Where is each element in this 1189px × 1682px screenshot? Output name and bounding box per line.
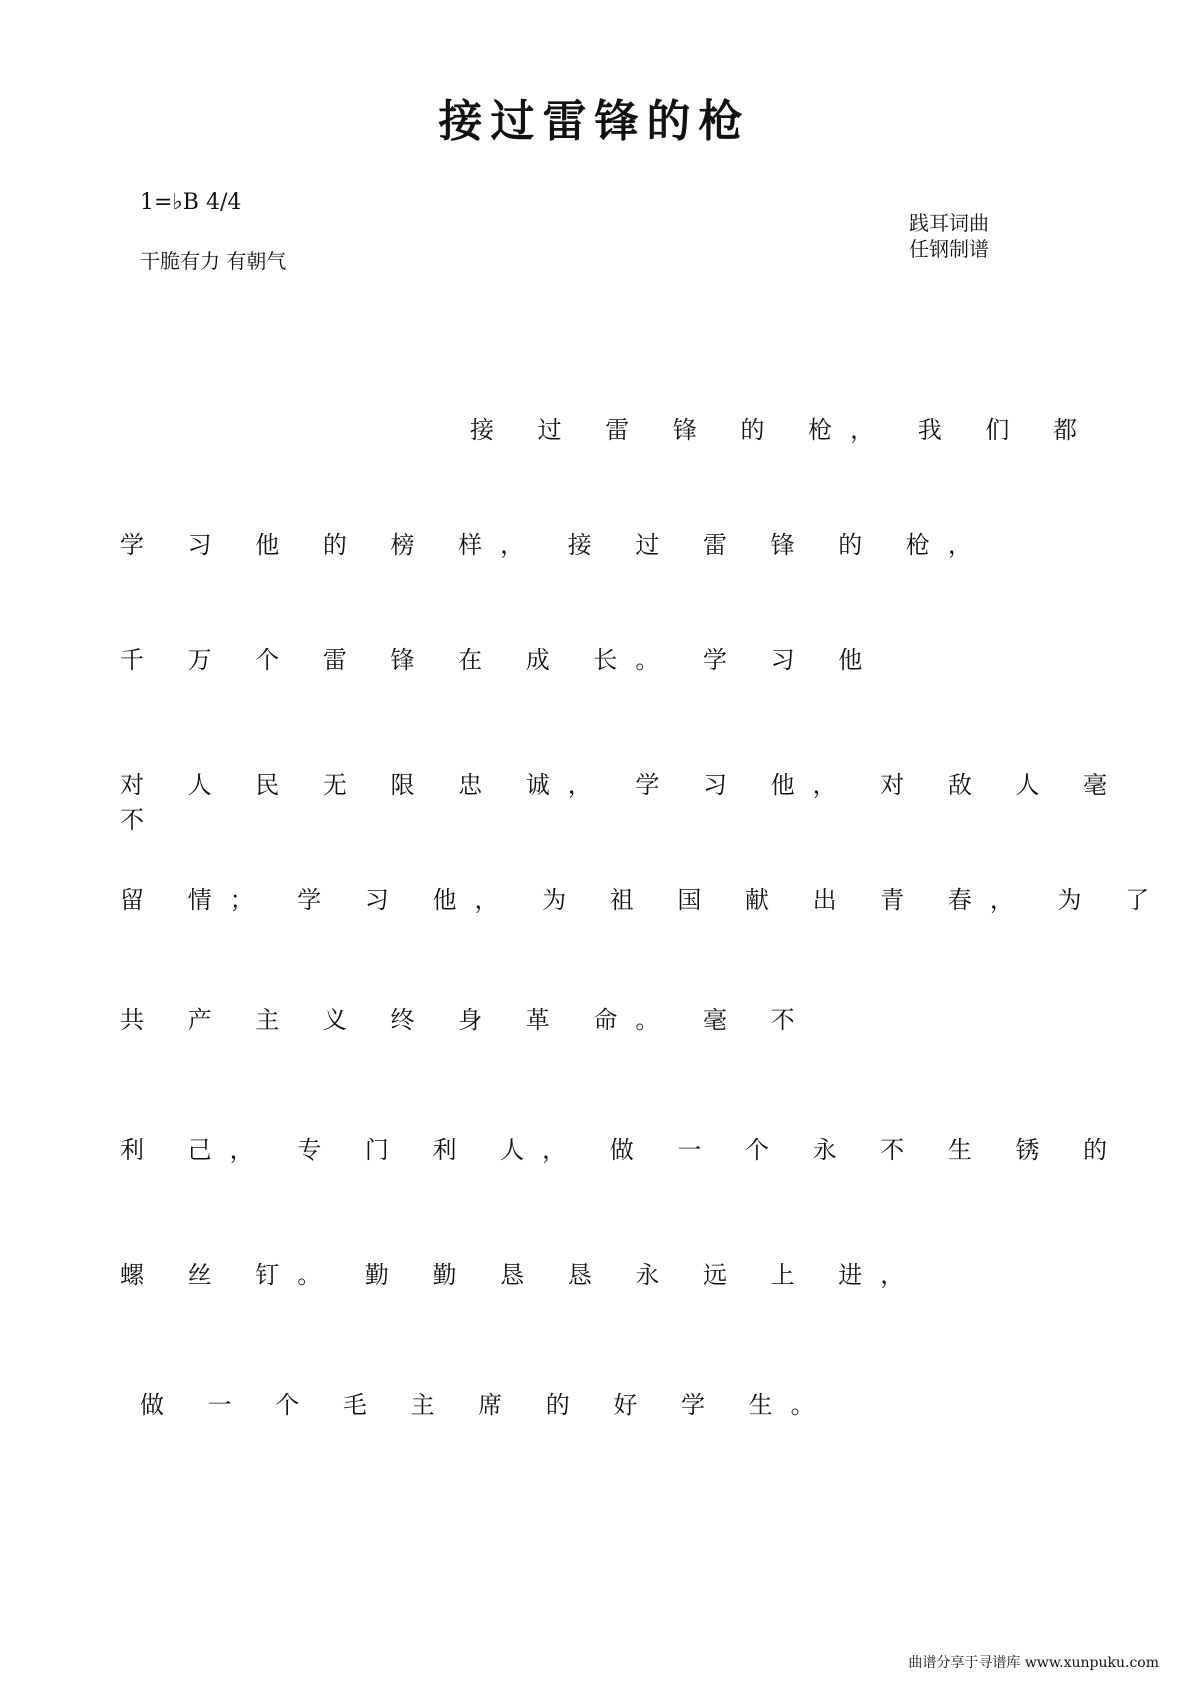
lyric-line: 利 己， 专 门 利 人， 做 一 个 永 不 生 锈 的: [120, 1136, 1126, 1164]
lyric-line: 学 习 他 的 榜 样， 接 过 雷 锋 的 枪，: [120, 531, 990, 559]
key-signature: 1=♭B 4/4: [140, 190, 242, 215]
lyric-line: 螺 丝 钉。 勤 勤 恳 恳 永 远 上 进，: [120, 1261, 923, 1289]
footer-credit: 曲谱分享于寻谱库 www.xunpuku.com: [908, 1655, 1159, 1671]
credit-line: 任钢制谱: [909, 237, 989, 261]
lyric-line: 做 一 个 毛 主 席 的 好 学 生。: [140, 1391, 833, 1419]
lyric-line: 共 产 主 义 终 身 革 命。 毫 不: [120, 1006, 813, 1034]
tempo-marking: 干脆有力 有朝气: [140, 249, 287, 273]
page-title: 接过雷锋的枪: [438, 96, 751, 147]
lyric-line: 千 万 个 雷 锋 在 成 长。 学 习 他: [120, 646, 881, 674]
lyric-line: 对 人 民 无 限 忠 诚， 学 习 他， 对 敌 人 毫 不: [120, 771, 1126, 834]
credits: [909, 210, 989, 262]
lyric-line: 接 过 雷 锋 的 枪， 我 们 都: [470, 416, 1096, 444]
credit-line: 践耳词曲: [909, 211, 989, 235]
lyric-line: 留 情； 学 习 他， 为 祖 国 献 出 青 春， 为 了: [120, 886, 1168, 914]
